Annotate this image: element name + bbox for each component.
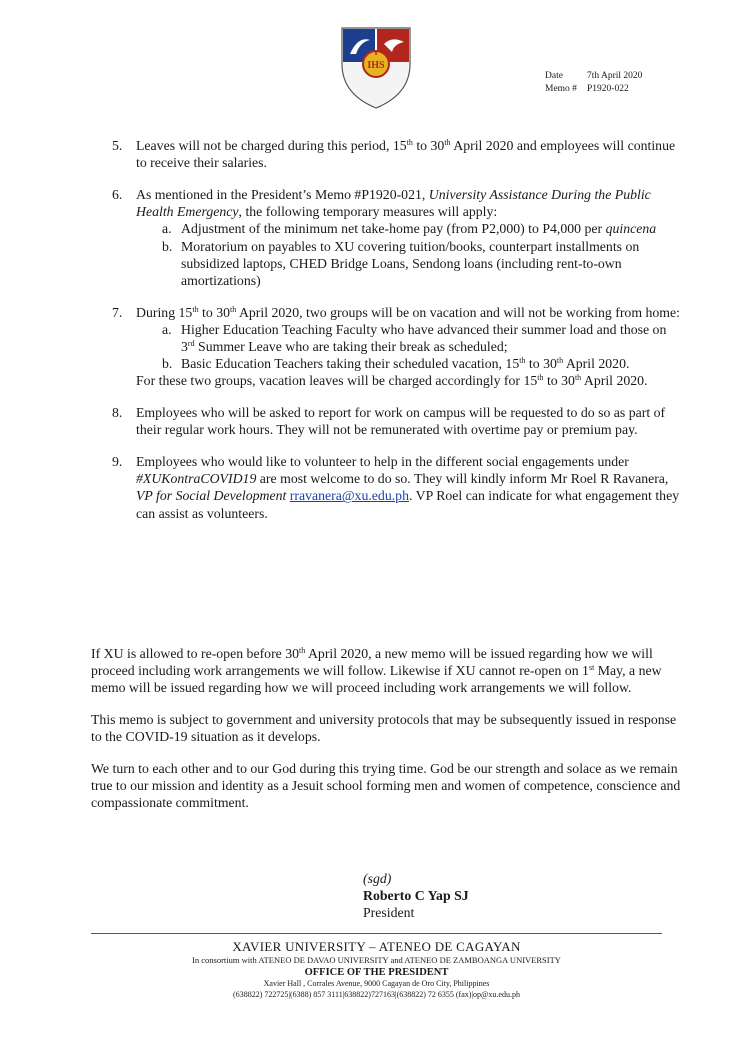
signature-block bbox=[363, 870, 469, 921]
item-number: 6. bbox=[112, 186, 123, 202]
ordinal: th bbox=[537, 373, 544, 383]
sub-item-7b bbox=[136, 355, 682, 372]
ordinal: th bbox=[519, 356, 526, 366]
paragraph-protocols: This memo is subject to government and university protocols that may be subsequently issued in response to the COVID-19 situation as it develops. bbox=[91, 712, 677, 745]
ordinal: st bbox=[588, 663, 595, 673]
sub-text: Higher Education Teaching Faculty who have advanced their summer load and those on 3 bbox=[181, 321, 667, 355]
ordinal: th bbox=[230, 304, 237, 314]
item-text: For these two groups, vacation leaves will be charged accordingly for 15 bbox=[136, 373, 538, 389]
signatory-name: Roberto C Yap SJ bbox=[363, 888, 469, 903]
item-number: 7. bbox=[112, 304, 123, 320]
ordinal: th bbox=[192, 304, 199, 314]
item-text: to 30 bbox=[198, 304, 231, 320]
letterhead-footer bbox=[91, 938, 662, 1000]
item-text: Employees who will be asked to report for work on campus will be requested to do so as part of their regular work hours. They will not be remunerated with overtime pay or premium pay. bbox=[136, 405, 666, 438]
sub-letter: b. bbox=[162, 356, 173, 372]
memo-meta bbox=[545, 70, 642, 96]
sub-item-6b bbox=[136, 238, 682, 290]
memo-value: P1920-022 bbox=[587, 84, 629, 94]
list-item-9 bbox=[112, 453, 682, 522]
sub-letter: a. bbox=[162, 321, 172, 337]
sub-text: Moratorium on payables to XU covering tuition/books, counterpart installments on subsidized laptops, CHED Bridge Loans, Sendong loans (including rent-to-own amortizations) bbox=[181, 238, 640, 288]
sub-text: Summer Leave who are taking their break as scheduled; bbox=[194, 339, 508, 355]
sub-text: to 30 bbox=[525, 356, 557, 372]
ordinal: th bbox=[556, 356, 564, 366]
seal-monogram: IHS bbox=[367, 60, 385, 71]
item-text: April 2020. bbox=[581, 373, 648, 389]
paragraph-closing: We turn to each other and to our God during this trying time. God be our strength and solace as we remain true to our mission and identity as a Jesuit school forming men and women of competence, conscience and compassionate commitment. bbox=[91, 761, 681, 811]
item-text: Leaves will not be charged during this period, 15th to 30th April 2020 and employees will continue to receive their salaries. bbox=[136, 138, 676, 171]
sub-text: Adjustment of the minimum net take-home pay (from P2,000) to P4,000 per bbox=[181, 221, 606, 237]
item-text: , the following temporary measures will apply: bbox=[238, 204, 498, 220]
footer-divider bbox=[91, 933, 662, 934]
item-text: . VP Roel can indicate for what engagement they can assist as volunteers. bbox=[136, 488, 680, 521]
memo-label: Memo # bbox=[545, 84, 577, 94]
date-label: Date bbox=[545, 71, 563, 81]
numbered-list bbox=[112, 137, 682, 536]
paragraph-reopen bbox=[91, 645, 681, 697]
list-item-6 bbox=[112, 186, 682, 289]
sub-item-7a bbox=[136, 321, 682, 355]
email-link[interactable]: rravanera@xu.edu.ph bbox=[289, 488, 409, 504]
role-text: VP for Social Development bbox=[136, 488, 287, 504]
para-text: If XU is allowed to re-open before 30 bbox=[91, 646, 300, 661]
list-item-8 bbox=[112, 404, 682, 438]
item-text: April 2020, two groups will be on vacation and will not be working from home: bbox=[236, 304, 680, 320]
consortium-text: In consortium with ATENEO DE DAVAO UNIVERSITY and ATENEO DE ZAMBOANGA UNIVERSITY bbox=[192, 955, 561, 965]
para-text: May, a new memo will be issued regarding how we will proceed including work arrangements we will follow. bbox=[91, 663, 662, 696]
date-value: 7th April 2020 bbox=[587, 71, 643, 81]
list-item-5 bbox=[112, 137, 682, 171]
para-text: April 2020, a new memo will be issued regarding how we will proceed including work arrangements we will follow. Likewise if XU cannot re-open on 1 bbox=[91, 646, 653, 679]
item-text: are most welcome to do so. They will kindly inform Mr Roel R Ravanera, bbox=[256, 471, 669, 487]
memo-title-italic: University Assistance During the Public Health Emergency bbox=[136, 186, 651, 220]
item-text: to 30 bbox=[543, 373, 575, 389]
item-text: During 15 bbox=[136, 304, 193, 320]
closing-paragraphs bbox=[91, 645, 681, 826]
ordinal: th bbox=[299, 646, 306, 655]
ordinal: th bbox=[574, 373, 582, 383]
item-number: 8. bbox=[112, 405, 123, 421]
sub-item-6a bbox=[136, 220, 682, 237]
sub-text: April 2020. bbox=[563, 356, 630, 372]
sub-text-italic: quincena bbox=[605, 221, 657, 237]
item-text: As mentioned in the President’s Memo #P1920-021, bbox=[136, 186, 429, 202]
signatory-title: President bbox=[363, 905, 415, 920]
sub-text: Basic Education Teachers taking their scheduled vacation, 15 bbox=[181, 356, 520, 372]
ordinal: rd bbox=[187, 339, 195, 349]
university-seal-icon bbox=[338, 24, 414, 110]
list-item-7 bbox=[112, 304, 682, 390]
office-name: OFFICE OF THE PRESIDENT bbox=[304, 967, 449, 978]
item-text: Employees who would like to volunteer to help in the different social engagements under bbox=[136, 454, 629, 470]
university-name: XAVIER UNIVERSITY – ATENEO DE CAGAYAN bbox=[232, 939, 521, 954]
sgd-mark: (sgd) bbox=[363, 871, 392, 886]
sub-letter: a. bbox=[162, 221, 172, 237]
hashtag-text: #XUKontraCOVID19 bbox=[136, 471, 257, 487]
item-number: 5. bbox=[112, 138, 123, 153]
office-contacts: (638822) 722725|(6388) 857 3111|638822)727163|(638822) 72 6355 (fax)|op@xu.edu.ph bbox=[233, 989, 520, 999]
office-address: Xavier Hall , Corrales Avenue, 9000 Cagayan de Oro City, Philippines bbox=[263, 979, 490, 988]
item-7-outro bbox=[136, 372, 682, 389]
item-number: 9. bbox=[112, 454, 123, 470]
sub-letter: b. bbox=[162, 238, 173, 254]
